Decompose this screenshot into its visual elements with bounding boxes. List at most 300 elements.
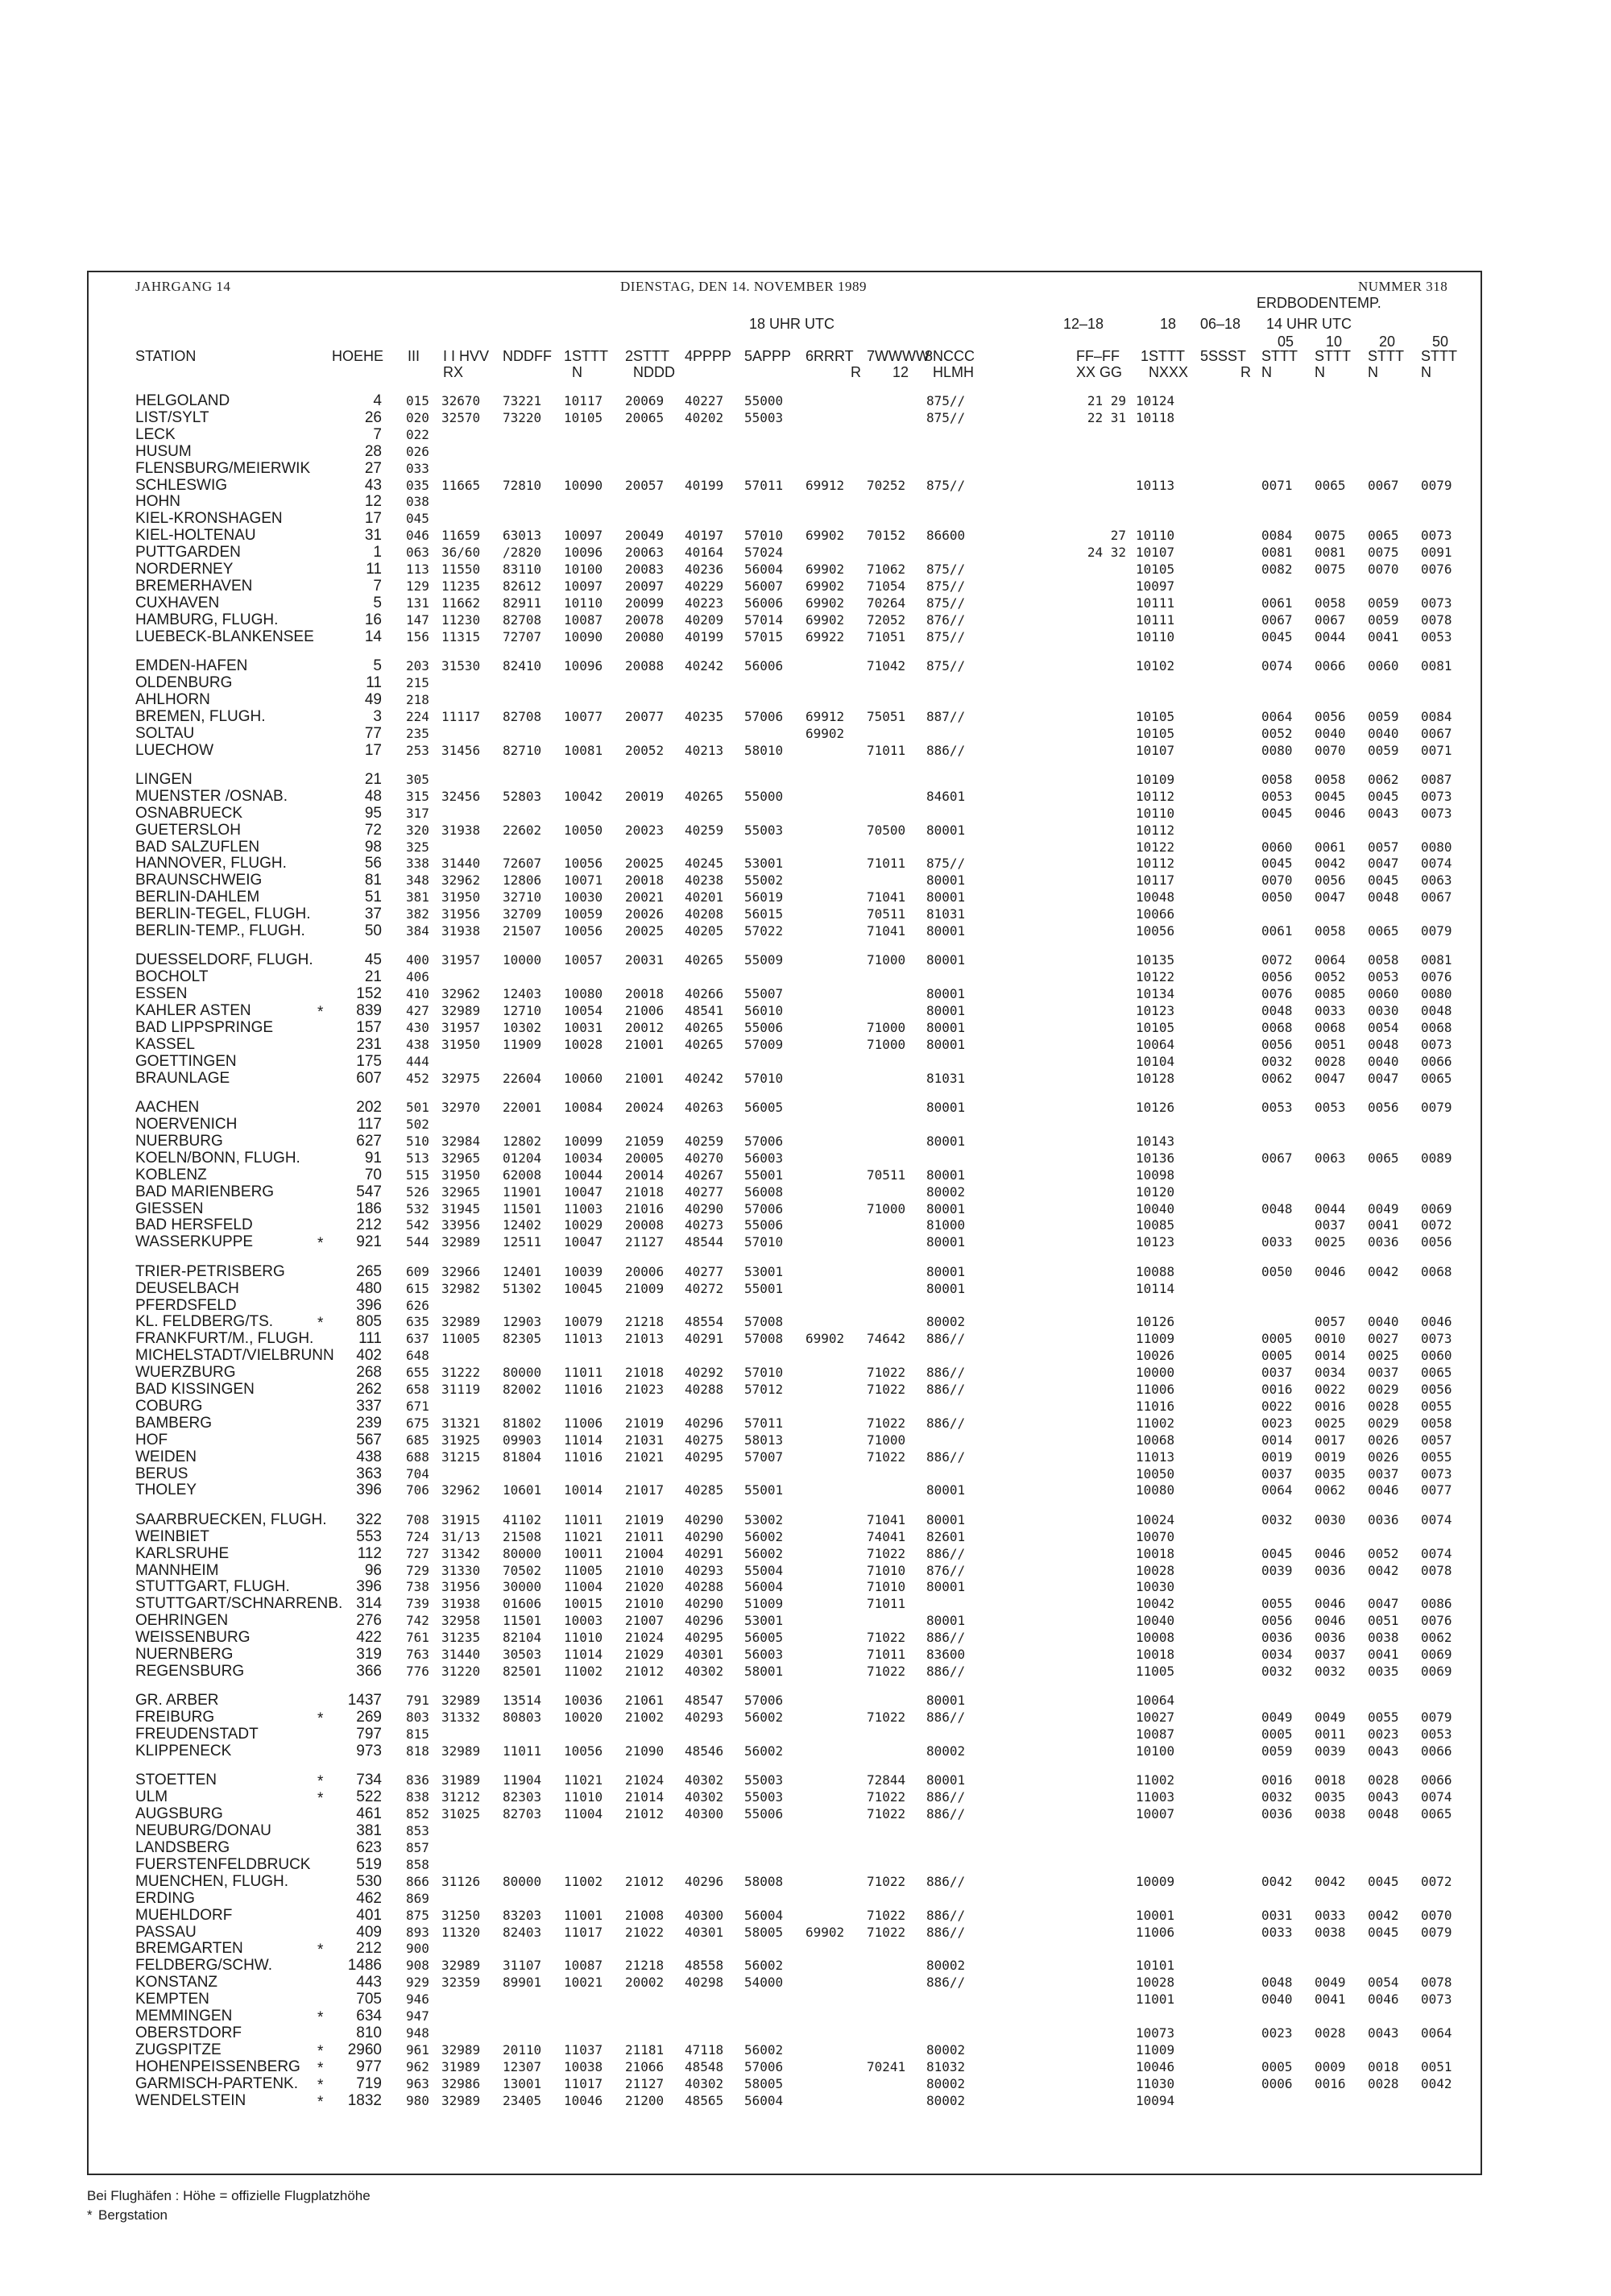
cell-nccc8: 886// bbox=[926, 1924, 966, 1940]
cell-nddff: 30000 bbox=[503, 1579, 542, 1595]
cell-iihvv: 31950 bbox=[441, 889, 481, 906]
cell-wwww7: 71062 bbox=[867, 562, 906, 577]
cell-sttt2: 21014 bbox=[625, 1789, 665, 1805]
cell-iihvv: 31126 bbox=[441, 1873, 481, 1889]
cell-nccc8: 875// bbox=[926, 409, 966, 425]
cell-station: BERUS bbox=[135, 1465, 188, 1482]
cell-pppp4: 40213 bbox=[685, 742, 724, 758]
cell-iii: 430 bbox=[406, 1020, 429, 1035]
cell-nccc8: 876// bbox=[926, 1562, 966, 1578]
cell-soil10: 0032 bbox=[1315, 1663, 1346, 1679]
cell-nccc8: 875// bbox=[926, 578, 966, 594]
cell-rrrt6: 69902 bbox=[806, 595, 845, 611]
cell-soil50: 0078 bbox=[1421, 1562, 1452, 1578]
cell-sttt1: 11014 bbox=[564, 1647, 603, 1662]
cell-soil50: 0046 bbox=[1421, 1314, 1452, 1330]
header-sttt-20: STTT bbox=[1368, 348, 1404, 364]
cell-nccc8: 887// bbox=[926, 708, 966, 724]
cell-appp5: 56007 bbox=[744, 578, 784, 594]
cell-hoehe: 839 bbox=[356, 1002, 382, 1020]
cell-nddff: 01204 bbox=[503, 1150, 542, 1166]
cell-iii: 502 bbox=[406, 1117, 429, 1132]
cell-sttt18: 10110 bbox=[1136, 628, 1175, 644]
cell-pppp4: 40265 bbox=[685, 788, 724, 804]
cell-sttt2: 20023 bbox=[625, 822, 665, 838]
cell-soil20: 0041 bbox=[1368, 1647, 1399, 1662]
cell-station: BRAUNSCHWEIG bbox=[135, 872, 263, 889]
cell-pppp4: 48565 bbox=[685, 2092, 724, 2108]
cell-rrrt6: 69902 bbox=[806, 725, 845, 741]
cell-pppp4: 40265 bbox=[685, 1036, 724, 1052]
cell-iihvv: 11662 bbox=[441, 595, 481, 611]
cell-appp5: 57006 bbox=[744, 1693, 784, 1709]
cell-iihvv: 32989 bbox=[441, 1234, 481, 1250]
cell-rrrt6: 69902 bbox=[806, 1331, 845, 1347]
cell-nccc8: 886// bbox=[926, 1663, 966, 1679]
cell-sttt1: 10097 bbox=[564, 528, 603, 544]
cell-sttt1: 10044 bbox=[564, 1167, 603, 1183]
cell-soil20: 0035 bbox=[1368, 1663, 1399, 1679]
cell-sttt2: 21013 bbox=[625, 1331, 665, 1347]
cell-station: LINGEN bbox=[135, 770, 193, 788]
cell-pppp4: 40302 bbox=[685, 1663, 724, 1679]
cell-pppp4: 40291 bbox=[685, 1331, 724, 1347]
cell-soil10: 0037 bbox=[1315, 1647, 1346, 1662]
cell-wwww7: 71011 bbox=[867, 856, 906, 872]
cell-appp5: 54000 bbox=[744, 1975, 784, 1991]
cell-sttt1: 10011 bbox=[564, 1545, 603, 1561]
cell-soil05: 0061 bbox=[1261, 595, 1293, 611]
cell-sttt1: 10038 bbox=[564, 2058, 603, 2074]
cell-iihvv: 31/13 bbox=[441, 1528, 481, 1544]
cell-hoehe: 45 bbox=[364, 951, 382, 969]
cell-nccc8: 80002 bbox=[926, 2092, 966, 2108]
cell-soil20: 0027 bbox=[1368, 1331, 1399, 1347]
cell-station: HUSUM bbox=[135, 442, 192, 460]
cell-soil50: 0042 bbox=[1421, 2075, 1452, 2091]
cell-iii: 818 bbox=[406, 1743, 429, 1759]
cell-soil50: 0065 bbox=[1421, 1070, 1452, 1086]
cell-sttt2: 20019 bbox=[625, 788, 665, 804]
cell-station: MUEHLDORF bbox=[135, 1906, 233, 1924]
cell-wwww7: 71022 bbox=[867, 1448, 906, 1465]
cell-nddff: 22602 bbox=[503, 822, 542, 838]
cell-soil05: 0070 bbox=[1261, 872, 1293, 889]
cell-hoehe: 157 bbox=[356, 1019, 382, 1036]
cell-pppp4: 40273 bbox=[685, 1217, 724, 1233]
cell-nddff: 73221 bbox=[503, 393, 542, 408]
cell-soil50: 0074 bbox=[1421, 856, 1452, 872]
cell-soil20: 0047 bbox=[1368, 1070, 1399, 1086]
cell-soil05: 0064 bbox=[1261, 708, 1293, 724]
cell-station: KL. FELDBERG/TS. bbox=[135, 1313, 274, 1331]
cell-soil50: 0069 bbox=[1421, 1663, 1452, 1679]
cell-sttt1: 11002 bbox=[564, 1663, 603, 1679]
cell-station: WENDELSTEIN bbox=[135, 2091, 246, 2109]
cell-wwww7: 70241 bbox=[867, 2058, 906, 2074]
cell-nddff: 21507 bbox=[503, 923, 542, 939]
cell-pppp4: 40209 bbox=[685, 611, 724, 628]
header-hlmh: HLMH bbox=[933, 364, 975, 380]
cell-iii: 815 bbox=[406, 1726, 429, 1743]
cell-iii: 739 bbox=[406, 1596, 429, 1612]
cell-sttt18: 10066 bbox=[1136, 906, 1175, 922]
cell-soil50: 0053 bbox=[1421, 628, 1452, 644]
cell-station: SCHLESWIG bbox=[135, 476, 228, 494]
cell-hoehe: 973 bbox=[356, 1743, 382, 1759]
cell-sttt2: 21019 bbox=[625, 1415, 665, 1431]
cell-nddff: 72810 bbox=[503, 477, 542, 493]
cell-station: MANNHEIM bbox=[135, 1561, 219, 1579]
cell-iii: 513 bbox=[406, 1150, 429, 1166]
cell-hoehe: 1486 bbox=[347, 1957, 382, 1975]
cell-appp5: 56006 bbox=[744, 658, 784, 673]
header-5appp: 5APPP bbox=[744, 348, 792, 364]
cell-nccc8: 82601 bbox=[926, 1528, 966, 1544]
cell-sttt18: 10107 bbox=[1136, 545, 1175, 561]
cell-iii: 853 bbox=[406, 1823, 429, 1839]
cell-sttt1: 10020 bbox=[564, 1710, 603, 1726]
cell-sttt18: 10111 bbox=[1136, 595, 1175, 611]
cell-nddff: 11501 bbox=[503, 1200, 542, 1216]
cell-iihvv: 32986 bbox=[441, 2075, 481, 2091]
cell-station: CUXHAVEN bbox=[135, 594, 220, 611]
cell-soil05: 0050 bbox=[1261, 1263, 1293, 1279]
cell-pppp4: 40302 bbox=[685, 2075, 724, 2091]
cell-sttt2: 20006 bbox=[625, 1263, 665, 1279]
cell-soil10: 0058 bbox=[1315, 923, 1346, 939]
cell-iii: 948 bbox=[406, 2025, 429, 2041]
cell-soil05: 0032 bbox=[1261, 1511, 1293, 1527]
cell-soil50: 0077 bbox=[1421, 1482, 1452, 1498]
cell-sttt2: 20077 bbox=[625, 708, 665, 724]
cell-hoehe: 530 bbox=[356, 1872, 382, 1890]
cell-nddff: 72707 bbox=[503, 628, 542, 644]
cell-soil20: 0056 bbox=[1368, 1100, 1399, 1116]
cell-station: OEHRINGEN bbox=[135, 1612, 229, 1630]
cell-soil20: 0065 bbox=[1368, 528, 1399, 544]
cell-sttt1: 10003 bbox=[564, 1613, 603, 1629]
cell-soil05: 0023 bbox=[1261, 1415, 1293, 1431]
cell-soil10: 0042 bbox=[1315, 856, 1346, 872]
cell-iihvv: 31989 bbox=[441, 2058, 481, 2074]
cell-iii: 685 bbox=[406, 1432, 429, 1448]
cell-soil50: 0065 bbox=[1421, 1806, 1452, 1822]
cell-soil05: 0064 bbox=[1261, 1482, 1293, 1498]
cell-nddff: 80803 bbox=[503, 1710, 542, 1726]
cell-nddff: 82104 bbox=[503, 1630, 542, 1646]
header-sttt-05: STTT bbox=[1261, 348, 1298, 364]
cell-station: HOHN bbox=[135, 493, 180, 511]
cell-iihvv: 32970 bbox=[441, 1100, 481, 1116]
cell-hoehe: 522 bbox=[356, 1788, 382, 1806]
header-n1: N bbox=[572, 364, 582, 380]
cell-appp5: 55006 bbox=[744, 1020, 784, 1035]
header-r1: R bbox=[851, 364, 861, 380]
cell-soil10: 0046 bbox=[1315, 1263, 1346, 1279]
cell-sttt2: 21001 bbox=[625, 1070, 665, 1086]
cell-nddff: 81804 bbox=[503, 1448, 542, 1465]
cell-iii: 046 bbox=[406, 528, 429, 544]
cell-appp5: 57015 bbox=[744, 628, 784, 644]
cell-soil50: 0076 bbox=[1421, 562, 1452, 577]
cell-soil05: 0039 bbox=[1261, 1562, 1293, 1578]
cell-station: NUERNBERG bbox=[135, 1646, 234, 1663]
mountain-station-mark: * bbox=[317, 2076, 324, 2094]
footnote-mountain: Bergstation bbox=[98, 2207, 168, 2223]
cell-soil10: 0034 bbox=[1315, 1365, 1346, 1381]
cell-soil50: 0084 bbox=[1421, 708, 1452, 724]
cell-soil10: 0028 bbox=[1315, 2025, 1346, 2041]
cell-sttt18: 10000 bbox=[1136, 1365, 1175, 1381]
header-w12: 12 bbox=[892, 364, 909, 380]
cell-iii: 655 bbox=[406, 1365, 429, 1381]
cell-soil10: 0025 bbox=[1315, 1234, 1346, 1250]
cell-hoehe: 409 bbox=[356, 1923, 382, 1941]
cell-sttt18: 11013 bbox=[1136, 1448, 1175, 1465]
cell-sttt2: 21031 bbox=[625, 1432, 665, 1448]
cell-iii: 776 bbox=[406, 1663, 429, 1679]
cell-iii: 325 bbox=[406, 839, 429, 855]
cell-soil05: 0014 bbox=[1261, 1432, 1293, 1448]
cell-station: DUESSELDORF, FLUGH. bbox=[135, 951, 313, 969]
cell-nccc8: 80001 bbox=[926, 1482, 966, 1498]
cell-soil20: 0053 bbox=[1368, 969, 1399, 985]
header-2sttt: 2STTT bbox=[625, 348, 670, 364]
cell-soil05: 0080 bbox=[1261, 742, 1293, 758]
cell-nccc8: 875// bbox=[926, 628, 966, 644]
cell-sttt2: 20025 bbox=[625, 856, 665, 872]
cell-hoehe: 443 bbox=[356, 1974, 382, 1991]
cell-iii: 224 bbox=[406, 708, 429, 724]
cell-iii: 947 bbox=[406, 2008, 429, 2024]
cell-station: GOETTINGEN bbox=[135, 1052, 237, 1070]
cell-nccc8: 875// bbox=[926, 856, 966, 872]
cell-appp5: 55000 bbox=[744, 393, 784, 408]
cell-soil50: 0074 bbox=[1421, 1789, 1452, 1805]
cell-nddff: 10000 bbox=[503, 952, 542, 968]
cell-sttt18: 10030 bbox=[1136, 1579, 1175, 1595]
cell-station: STOETTEN bbox=[135, 1772, 217, 1789]
cell-sttt18: 10028 bbox=[1136, 1562, 1175, 1578]
cell-sttt18: 11006 bbox=[1136, 1382, 1175, 1397]
cell-sttt2: 21006 bbox=[625, 1003, 665, 1019]
cell-wwww7: 70500 bbox=[867, 822, 906, 838]
cell-sttt1: 10030 bbox=[564, 889, 603, 906]
cell-sttt1: 10054 bbox=[564, 1003, 603, 1019]
cell-soil05: 0005 bbox=[1261, 2058, 1293, 2074]
cell-iii: 045 bbox=[406, 511, 429, 527]
cell-hoehe: 17 bbox=[364, 510, 382, 528]
cell-nccc8: 80001 bbox=[926, 1613, 966, 1629]
cell-hoehe: 72 bbox=[364, 821, 382, 839]
cell-soil50: 0073 bbox=[1421, 805, 1452, 821]
cell-appp5: 58005 bbox=[744, 1924, 784, 1940]
cell-nddff: 32709 bbox=[503, 906, 542, 922]
cell-hoehe: 366 bbox=[356, 1662, 382, 1680]
cell-nddff: 80000 bbox=[503, 1365, 542, 1381]
cell-soil05: 0081 bbox=[1261, 545, 1293, 561]
cell-soil10: 0061 bbox=[1315, 839, 1346, 855]
cell-iii: 381 bbox=[406, 889, 429, 906]
cell-nccc8: 80001 bbox=[926, 1234, 966, 1250]
cell-sttt18: 10018 bbox=[1136, 1545, 1175, 1561]
cell-soil50: 0058 bbox=[1421, 1415, 1452, 1431]
cell-iii: 129 bbox=[406, 578, 429, 594]
cell-soil10: 0016 bbox=[1315, 1398, 1346, 1414]
cell-sttt2: 21012 bbox=[625, 1806, 665, 1822]
cell-iihvv: 11665 bbox=[441, 477, 481, 493]
cell-iii: 836 bbox=[406, 1772, 429, 1788]
cell-pppp4: 40164 bbox=[685, 545, 724, 561]
cell-wwww7: 70264 bbox=[867, 595, 906, 611]
cell-iihvv: 31321 bbox=[441, 1415, 481, 1431]
cell-appp5: 57010 bbox=[744, 1365, 784, 1381]
cell-iii: 962 bbox=[406, 2058, 429, 2074]
cell-sttt18: 10123 bbox=[1136, 1234, 1175, 1250]
cell-pppp4: 40272 bbox=[685, 1280, 724, 1296]
cell-sttt2: 21012 bbox=[625, 1873, 665, 1889]
cell-pppp4: 40300 bbox=[685, 1907, 724, 1923]
cell-sttt2: 20097 bbox=[625, 578, 665, 594]
cell-soil50: 0060 bbox=[1421, 1348, 1452, 1364]
cell-nddff: 82612 bbox=[503, 578, 542, 594]
cell-sttt1: 10028 bbox=[564, 1036, 603, 1052]
cell-nddff: 89901 bbox=[503, 1975, 542, 1991]
cell-iii: 738 bbox=[406, 1579, 429, 1595]
cell-soil20: 0045 bbox=[1368, 1924, 1399, 1940]
cell-appp5: 55000 bbox=[744, 788, 784, 804]
cell-pppp4: 47118 bbox=[685, 2041, 724, 2058]
cell-hoehe: 2960 bbox=[347, 2041, 382, 2058]
cell-iihvv: 31925 bbox=[441, 1432, 481, 1448]
cell-hoehe: 553 bbox=[356, 1527, 382, 1545]
cell-sttt18: 10105 bbox=[1136, 725, 1175, 741]
cell-hoehe: 50 bbox=[364, 922, 382, 939]
cell-iii: 635 bbox=[406, 1314, 429, 1330]
cell-hoehe: 567 bbox=[356, 1431, 382, 1448]
cell-iii: 637 bbox=[406, 1331, 429, 1347]
cell-soil10: 0068 bbox=[1315, 1020, 1346, 1035]
cell-sttt1: 10079 bbox=[564, 1314, 603, 1330]
cell-wwww7: 71000 bbox=[867, 1432, 906, 1448]
cell-sttt1: 11037 bbox=[564, 2041, 603, 2058]
cell-wwww7: 71011 bbox=[867, 1596, 906, 1612]
cell-soil20: 0041 bbox=[1368, 628, 1399, 644]
cell-nccc8: 80001 bbox=[926, 1133, 966, 1149]
cell-soil50: 0056 bbox=[1421, 1234, 1452, 1250]
cell-nccc8: 886// bbox=[926, 1545, 966, 1561]
cell-station: HAMBURG, FLUGH. bbox=[135, 611, 279, 628]
cell-sttt18: 10135 bbox=[1136, 952, 1175, 968]
cell-nccc8: 80001 bbox=[926, 1036, 966, 1052]
cell-nccc8: 886// bbox=[926, 1975, 966, 1991]
header-18-uhr: 18 UHR UTC bbox=[749, 316, 835, 332]
cell-soil10: 0066 bbox=[1315, 658, 1346, 673]
header-station: STATION bbox=[135, 348, 197, 364]
cell-wwww7: 71022 bbox=[867, 1663, 906, 1679]
cell-appp5: 57008 bbox=[744, 1331, 784, 1347]
cell-iihvv: 31342 bbox=[441, 1545, 481, 1561]
cell-pppp4: 40265 bbox=[685, 952, 724, 968]
cell-sttt1: 11005 bbox=[564, 1562, 603, 1578]
cell-sttt18: 11009 bbox=[1136, 1331, 1175, 1347]
cell-nddff: 31107 bbox=[503, 1958, 542, 1974]
cell-soil05: 0037 bbox=[1261, 1365, 1293, 1381]
header-iihvv: I I HVV bbox=[443, 348, 490, 364]
cell-soil20: 0037 bbox=[1368, 1465, 1399, 1482]
cell-soil05: 0056 bbox=[1261, 1613, 1293, 1629]
cell-soil50: 0069 bbox=[1421, 1647, 1452, 1662]
header-iii: III bbox=[408, 348, 420, 364]
cell-nddff: 12806 bbox=[503, 872, 542, 889]
cell-soil05: 0068 bbox=[1261, 1020, 1293, 1035]
cell-iii: 727 bbox=[406, 1545, 429, 1561]
cell-sttt18: 10107 bbox=[1136, 742, 1175, 758]
cell-sttt2: 21001 bbox=[625, 1036, 665, 1052]
cell-iii: 406 bbox=[406, 969, 429, 985]
cell-nccc8: 886// bbox=[926, 1415, 966, 1431]
cell-wwww7: 71041 bbox=[867, 889, 906, 906]
cell-soil50: 0089 bbox=[1421, 1150, 1452, 1166]
cell-nddff: 81802 bbox=[503, 1415, 542, 1431]
cell-pppp4: 40238 bbox=[685, 872, 724, 889]
cell-nddff: 12307 bbox=[503, 2058, 542, 2074]
cell-pppp4: 40245 bbox=[685, 856, 724, 872]
header-5ssst: 5SSST bbox=[1200, 348, 1247, 364]
cell-soil20: 0036 bbox=[1368, 1511, 1399, 1527]
cell-station: THOLEY bbox=[135, 1482, 197, 1499]
cell-wwww7: 71022 bbox=[867, 1789, 906, 1805]
cell-soil50: 0080 bbox=[1421, 839, 1452, 855]
cell-station: KOELN/BONN, FLUGH. bbox=[135, 1149, 300, 1167]
cell-soil10: 0051 bbox=[1315, 1036, 1346, 1052]
cell-soil10: 0065 bbox=[1315, 477, 1346, 493]
cell-soil10: 0016 bbox=[1315, 2075, 1346, 2091]
cell-sttt18: 11009 bbox=[1136, 2041, 1175, 2058]
cell-iihvv: 32989 bbox=[441, 2092, 481, 2108]
header-06-18: 06–18 bbox=[1200, 316, 1241, 332]
cell-nccc8: 886// bbox=[926, 1331, 966, 1347]
cell-soil10: 0028 bbox=[1315, 1053, 1346, 1069]
cell-soil20: 0028 bbox=[1368, 1772, 1399, 1788]
cell-nddff: 82708 bbox=[503, 611, 542, 628]
cell-soil05: 0005 bbox=[1261, 1331, 1293, 1347]
cell-nccc8: 80002 bbox=[926, 2075, 966, 2091]
cell-rrrt6: 69912 bbox=[806, 477, 845, 493]
cell-soil05: 0032 bbox=[1261, 1663, 1293, 1679]
cell-wwww7: 71011 bbox=[867, 1647, 906, 1662]
cell-sttt18: 10124 bbox=[1136, 393, 1175, 408]
cell-nccc8: 886// bbox=[926, 742, 966, 758]
cell-iii: 156 bbox=[406, 628, 429, 644]
cell-pppp4: 40296 bbox=[685, 1415, 724, 1431]
cell-soil20: 0059 bbox=[1368, 595, 1399, 611]
cell-station: KASSEL bbox=[135, 1035, 195, 1053]
cell-station: KARLSRUHE bbox=[135, 1544, 230, 1562]
cell-nccc8: 80002 bbox=[926, 2041, 966, 2058]
cell-soil20: 0065 bbox=[1368, 1150, 1399, 1166]
cell-nddff: 11011 bbox=[503, 1743, 542, 1759]
cell-rrrt6: 69902 bbox=[806, 1924, 845, 1940]
cell-wwww7: 71022 bbox=[867, 1907, 906, 1923]
cell-iii: 400 bbox=[406, 952, 429, 968]
cell-soil10: 0046 bbox=[1315, 805, 1346, 821]
cell-hoehe: 322 bbox=[356, 1511, 382, 1528]
cell-sttt18: 10026 bbox=[1136, 1348, 1175, 1364]
cell-hoehe: 98 bbox=[364, 838, 382, 856]
cell-soil10: 0017 bbox=[1315, 1432, 1346, 1448]
